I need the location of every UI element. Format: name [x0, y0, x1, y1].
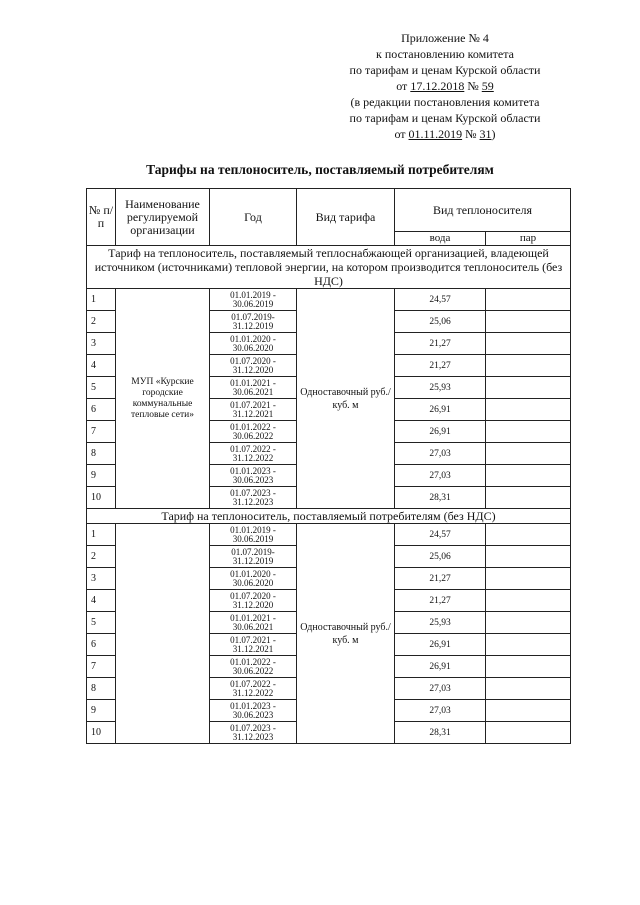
period-cell: 01.07.2023 - 31.12.2023: [210, 487, 297, 509]
period-cell: 01.01.2022 - 30.06.2022: [210, 656, 297, 678]
row-number: 8: [87, 443, 116, 465]
water-tariff-cell: 21,27: [395, 355, 486, 377]
tariff-table: [86, 188, 571, 744]
water-tariff-cell: 28,31: [395, 487, 486, 509]
water-tariff-cell: 24,57: [395, 524, 486, 546]
steam-tariff-cell: [486, 465, 571, 487]
steam-tariff-cell: [486, 634, 571, 656]
column-header-organization: Наименование регулируемой организации: [116, 189, 210, 246]
steam-tariff-cell: [486, 590, 571, 612]
row-number: 10: [87, 722, 116, 744]
period-cell: 01.01.2021 - 30.06.2021: [210, 612, 297, 634]
period-cell: 01.07.2023 - 31.12.2023: [210, 722, 297, 744]
table-header-row: [87, 189, 571, 232]
row-number: 6: [87, 634, 116, 656]
water-tariff-cell: 21,27: [395, 333, 486, 355]
appendix-ref-line: по тарифам и ценам Курской области: [349, 111, 541, 125]
steam-tariff-cell: [486, 443, 571, 465]
steam-tariff-cell: [486, 678, 571, 700]
appendix-ref-line: к постановлению комитета: [376, 47, 514, 61]
period-cell: 01.07.2021 - 31.12.2021: [210, 399, 297, 421]
row-number: 5: [87, 612, 116, 634]
row-number: 9: [87, 700, 116, 722]
row-number: 3: [87, 333, 116, 355]
water-tariff-cell: 27,03: [395, 465, 486, 487]
row-number: 4: [87, 355, 116, 377]
steam-tariff-cell: [486, 377, 571, 399]
row-number: 1: [87, 289, 116, 311]
row-number: 1: [87, 524, 116, 546]
steam-tariff-cell: [486, 524, 571, 546]
organization-cell: [116, 524, 210, 744]
water-tariff-cell: 26,91: [395, 656, 486, 678]
section-heading: Тариф на теплоноситель, поставляемый теплоснабжающей организацией, владеющей источником (источниками) тепловой энергии, на котором производится теплоноситель (без НДС): [87, 246, 571, 289]
water-tariff-cell: 25,93: [395, 612, 486, 634]
period-cell: 01.07.2022 - 31.12.2022: [210, 443, 297, 465]
water-tariff-cell: 28,31: [395, 722, 486, 744]
steam-tariff-cell: [486, 568, 571, 590]
row-number: 2: [87, 311, 116, 333]
water-tariff-cell: 21,27: [395, 568, 486, 590]
steam-tariff-cell: [486, 333, 571, 355]
period-cell: 01.01.2023 - 30.06.2023: [210, 700, 297, 722]
water-tariff-cell: 21,27: [395, 590, 486, 612]
appendix-ref-line: (в редакции постановления комитета: [350, 95, 540, 109]
appendix-ref-date-line: от 01.11.2019 № 31): [394, 127, 496, 141]
decree-number: 59: [481, 79, 494, 93]
period-cell: 01.07.2021 - 31.12.2021: [210, 634, 297, 656]
column-header-steam: пар: [486, 232, 571, 246]
steam-tariff-cell: [486, 656, 571, 678]
water-tariff-cell: 24,57: [395, 289, 486, 311]
period-cell: 01.01.2023 - 30.06.2023: [210, 465, 297, 487]
tariff-kind-cell: Одноставочный руб./куб. м: [297, 524, 395, 744]
appendix-number: Приложение № 4: [401, 31, 489, 45]
period-cell: 01.01.2020 - 30.06.2020: [210, 333, 297, 355]
decree-date: 17.12.2018: [410, 79, 465, 93]
column-header-carrier: Вид теплоносителя: [395, 189, 571, 232]
row-number: 8: [87, 678, 116, 700]
section-heading: Тариф на теплоноситель, поставляемый потребителям (без НДС): [87, 509, 571, 524]
tariff-kind-cell: Одноставочный руб./куб. м: [297, 289, 395, 509]
column-header-year: Год: [210, 189, 297, 246]
row-number: 4: [87, 590, 116, 612]
document-title: Тарифы на теплоноситель, поставляемый потребителям: [146, 162, 494, 177]
amendment-number: 31: [479, 127, 492, 141]
row-number: 5: [87, 377, 116, 399]
row-number: 7: [87, 421, 116, 443]
water-tariff-cell: 25,06: [395, 311, 486, 333]
steam-tariff-cell: [486, 421, 571, 443]
amendment-date: 01.11.2019: [408, 127, 463, 141]
appendix-header: [320, 30, 570, 142]
table-row: [87, 289, 571, 311]
water-tariff-cell: 25,93: [395, 377, 486, 399]
period-cell: 01.07.2019- 31.12.2019: [210, 546, 297, 568]
period-cell: 01.01.2022 - 30.06.2022: [210, 421, 297, 443]
period-cell: 01.07.2020 - 31.12.2020: [210, 590, 297, 612]
steam-tariff-cell: [486, 311, 571, 333]
row-number: 6: [87, 399, 116, 421]
column-header-number: № п/п: [87, 189, 116, 246]
period-cell: 01.01.2021 - 30.06.2021: [210, 377, 297, 399]
steam-tariff-cell: [486, 546, 571, 568]
steam-tariff-cell: [486, 487, 571, 509]
steam-tariff-cell: [486, 289, 571, 311]
water-tariff-cell: 27,03: [395, 700, 486, 722]
row-number: 3: [87, 568, 116, 590]
water-tariff-cell: 26,91: [395, 399, 486, 421]
organization-cell: МУП «Курские городские коммунальные тепловые сети»: [116, 289, 210, 509]
water-tariff-cell: 27,03: [395, 443, 486, 465]
row-number: 10: [87, 487, 116, 509]
row-number: 9: [87, 465, 116, 487]
period-cell: 01.07.2019- 31.12.2019: [210, 311, 297, 333]
period-cell: 01.07.2022 - 31.12.2022: [210, 678, 297, 700]
column-header-tariff-kind: Вид тарифа: [297, 189, 395, 246]
period-cell: 01.01.2020 - 30.06.2020: [210, 568, 297, 590]
period-cell: 01.07.2020 - 31.12.2020: [210, 355, 297, 377]
water-tariff-cell: 27,03: [395, 678, 486, 700]
period-cell: 01.01.2019 - 30.06.2019: [210, 524, 297, 546]
section-heading-row: [87, 246, 571, 289]
row-number: 7: [87, 656, 116, 678]
row-number: 2: [87, 546, 116, 568]
steam-tariff-cell: [486, 355, 571, 377]
steam-tariff-cell: [486, 722, 571, 744]
water-tariff-cell: 25,06: [395, 546, 486, 568]
water-tariff-cell: 26,91: [395, 634, 486, 656]
water-tariff-cell: 26,91: [395, 421, 486, 443]
steam-tariff-cell: [486, 612, 571, 634]
steam-tariff-cell: [486, 399, 571, 421]
section-heading-row: [87, 509, 571, 524]
table-row: [87, 524, 571, 546]
period-cell: 01.01.2019 - 30.06.2019: [210, 289, 297, 311]
column-header-water: вода: [395, 232, 486, 246]
appendix-ref-date-line: от 17.12.2018 № 59: [396, 79, 494, 93]
steam-tariff-cell: [486, 700, 571, 722]
appendix-ref-line: по тарифам и ценам Курской области: [349, 63, 541, 77]
